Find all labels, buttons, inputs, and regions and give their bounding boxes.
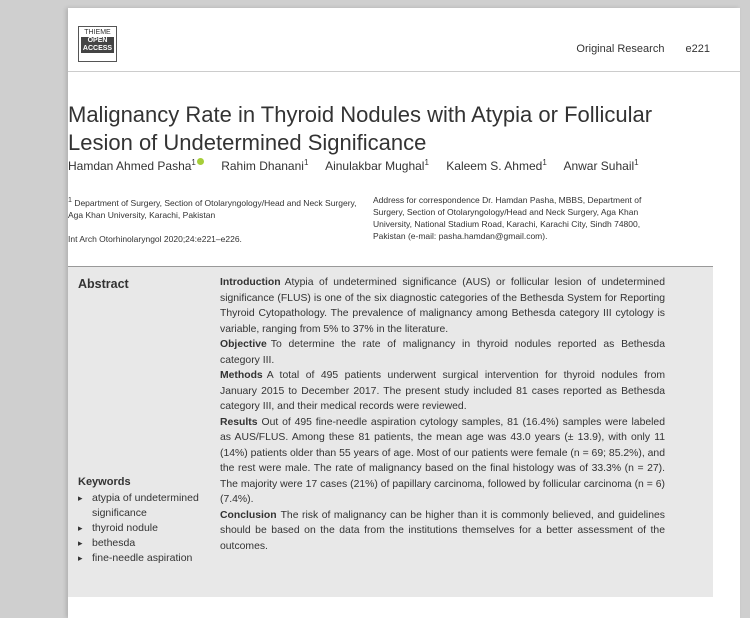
abstract-introduction [220,275,665,337]
keyword-item[interactable]: ▸ atypia of undetermined significance [78,491,223,521]
author[interactable] [325,159,429,173]
author-name: Ainulakbar Mughal [325,159,425,173]
logo-line-1: THIEME [84,29,111,36]
affiliation-mark: 1 [68,196,72,204]
author-affiliation-mark: 1 [303,158,309,167]
author-name: Hamdan Ahmed Pasha [68,159,192,173]
section-label: Original Research [576,43,665,55]
author-affiliation-mark: 1 [634,158,639,167]
affiliation [68,194,363,221]
author[interactable] [68,159,204,173]
page-number: e221 [685,43,710,55]
section-text: The risk of malignancy can be higher than it is commonly believed, and guidelines should be based on the data from the institutions themselves for a better assessment of the outcomes. [220,509,665,552]
section-text: Out of 495 fine-needle aspiration cytology samples, 81 (16.4%) samples were labeled as AUS/FLUS. Among these 81 patients, the mean age was 43.0 years (± 13.9), with only 11 (14%) patients older than 55 years of age. Most of our patients were female (n = 69; 85.2%), and the rest were male. The rate of malignancy based on the final histology was of 33.3% (n = 27). The majority were 17 cases (21%) of papillary carcinoma, followed by follicular carcinoma (n = 6) (7.4%). [220,416,665,505]
affiliation-text: Department of Surgery, Section of Otolaryngology/Head and Neck Surgery, Aga Khan University, Karachi, Pakistan [68,197,357,220]
abstract-results [220,415,665,508]
section-text: A total of 495 patients underwent surgical intervention for thyroid nodules from January 2015 to December 2017. The present study included 81 cases reported as Bethesda category III, and their medical records were reviewed. [220,370,665,412]
abstract-methods [220,368,665,415]
abstract-heading: Abstract [78,277,129,291]
section-label: Results [220,416,258,428]
article-page [68,8,740,618]
author-name: Rahim Dhanani [221,159,304,173]
author-name: Kaleem S. Ahmed [446,159,543,173]
citation: Int Arch Otorhinolaryngol 2020;24:e221–e226. [68,234,242,244]
article-title: Malignancy Rate in Thyroid Nodules with Atypia or Follicular Lesion of Undetermined Significance [68,101,653,155]
orcid-icon[interactable] [197,158,204,165]
abstract-conclusion [220,508,665,555]
abstract-box [68,266,713,597]
author[interactable] [221,159,308,173]
abstract-objective [220,337,665,368]
author-affiliation-mark: 1 [542,158,547,167]
section-label: Conclusion [220,509,277,521]
section-text: Atypia of undetermined significance (AUS) or follicular lesion of undetermined significance (FLUS) is one of the six diagnostic categories of the Bethesda System for Reporting Thyroid Cytopathology. The prevalence of malignancy among Bethesda category III cytology is variable, ranging from 5% to 37% in the literature. [220,277,665,335]
keyword-item[interactable]: ▸ fine-needle aspiration [78,551,223,566]
keyword-item[interactable]: ▸ bethesda [78,536,223,551]
section-label: Objective [220,339,267,350]
section-label: Methods [220,370,263,381]
header-divider [68,71,740,72]
abstract-body [220,275,665,554]
author-affiliation-mark: 1 [424,158,429,167]
author[interactable] [446,159,547,173]
author-name: Anwar Suhail [563,159,635,173]
keywords-heading: Keywords [78,476,131,488]
running-header [576,43,710,55]
section-label: Introduction [220,277,281,288]
correspondence-address: Address for correspondence Dr. Hamdan Pasha, MBBS, Department of Surgery, Section of Otolaryngology/Head and Neck Surgery, Aga Khan University, National Stadium Road, Karachi, Karachi City, Sindh 74800, Pakistan (e-mail: pasha.hamdan@gmail.com). [373,195,642,241]
author-list [68,158,653,173]
keyword-list [78,491,223,566]
thieme-open-access-logo [78,26,117,62]
logo-line-2: OPEN [81,37,114,45]
keyword-item[interactable]: ▸ thyroid nodule [78,521,223,536]
author[interactable] [563,159,638,173]
section-text: To determine the rate of malignancy in thyroid nodules reported as Bethesda category III. [220,339,665,366]
author-affiliation-mark: 1 [191,158,196,167]
logo-line-3: ACCESS [82,45,113,52]
